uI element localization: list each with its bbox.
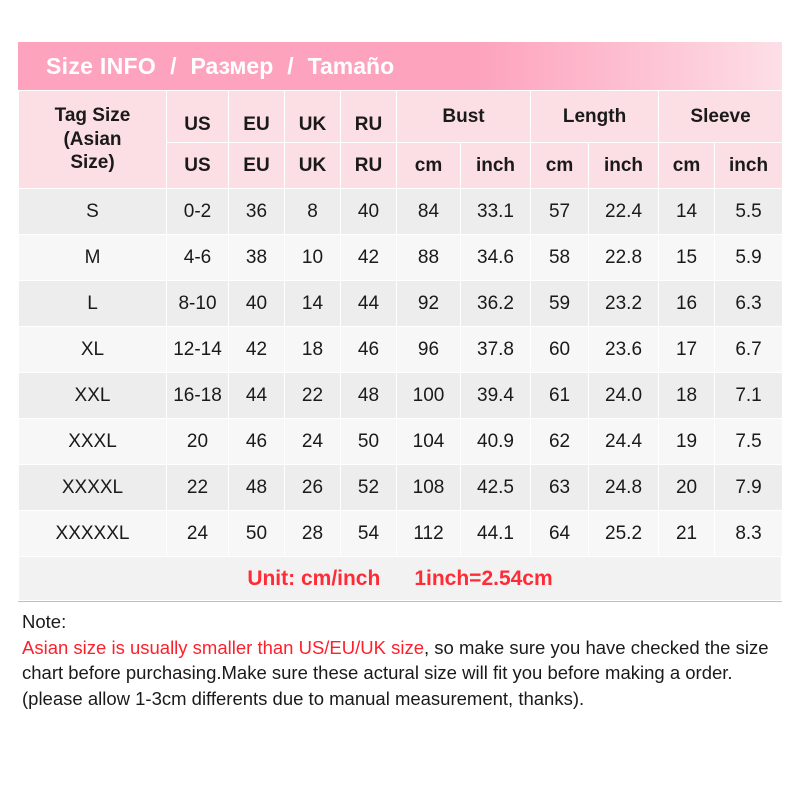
- cell-sleeve-inch: 5.5: [715, 189, 783, 235]
- cell-bust-cm: 88: [397, 235, 461, 281]
- cell-bust-cm: 84: [397, 189, 461, 235]
- unit-note-row: [18, 557, 782, 601]
- cell-sleeve-cm: 16: [659, 281, 715, 327]
- table-body: [19, 189, 783, 557]
- cell-uk: 18: [285, 327, 341, 373]
- header-region-uk: UK: [285, 91, 341, 143]
- header-group-sleeve: Sleeve: [659, 91, 783, 143]
- cell-ru: 50: [341, 419, 397, 465]
- cell-sleeve-inch: 8.3: [715, 511, 783, 557]
- header-title-ru: Размер: [190, 52, 274, 79]
- cell-us: 12-14: [167, 327, 229, 373]
- cell-ru: 54: [341, 511, 397, 557]
- cell-eu: 42: [229, 327, 285, 373]
- cell-sleeve-cm: 17: [659, 327, 715, 373]
- cell-eu: 50: [229, 511, 285, 557]
- cell-us: 24: [167, 511, 229, 557]
- header-title-es: Tamaño: [307, 52, 395, 79]
- cell-bust-cm: 104: [397, 419, 461, 465]
- cell-length-cm: 60: [531, 327, 589, 373]
- header-separator-2: /: [287, 52, 294, 79]
- cell-sleeve-cm: 15: [659, 235, 715, 281]
- cell-sleeve-cm: 21: [659, 511, 715, 557]
- cell-eu: 36: [229, 189, 285, 235]
- cell-bust-cm: 108: [397, 465, 461, 511]
- cell-bust-inch: 42.5: [461, 465, 531, 511]
- note-body: , so make sure you have checked the size chart before purchasing.Make sure these actural size will fit you before making a order.(please allow 1-3cm differents due to manual measurement, thanks).: [22, 636, 769, 709]
- header-group-bust: Bust: [397, 91, 531, 143]
- header-region-us-sub: US: [167, 143, 229, 189]
- cell-sleeve-inch: 6.3: [715, 281, 783, 327]
- header-length-cm: cm: [531, 143, 589, 189]
- conversion-label: 1inch=2.54cm: [414, 566, 553, 590]
- cell-length-inch: 23.6: [589, 327, 659, 373]
- cell-eu: 44: [229, 373, 285, 419]
- table-row: [19, 373, 783, 419]
- header-region-eu: EU: [229, 91, 285, 143]
- cell-eu: 46: [229, 419, 285, 465]
- header-sleeve-cm: cm: [659, 143, 715, 189]
- cell-length-cm: 59: [531, 281, 589, 327]
- header-title: Size INFO: [46, 52, 157, 79]
- header-tag-size-line2: (Asian: [63, 128, 122, 150]
- header-region-uk-sub: UK: [285, 143, 341, 189]
- cell-us: 0-2: [167, 189, 229, 235]
- cell-length-inch: 24.8: [589, 465, 659, 511]
- cell-tag: L: [19, 281, 167, 327]
- cell-us: 16-18: [167, 373, 229, 419]
- cell-ru: 40: [341, 189, 397, 235]
- cell-tag: XXL: [19, 373, 167, 419]
- cell-sleeve-cm: 18: [659, 373, 715, 419]
- cell-length-inch: 22.4: [589, 189, 659, 235]
- cell-us: 4-6: [167, 235, 229, 281]
- header-length-inch: inch: [589, 143, 659, 189]
- cell-length-cm: 63: [531, 465, 589, 511]
- table-row: [19, 189, 783, 235]
- cell-sleeve-cm: 14: [659, 189, 715, 235]
- cell-bust-inch: 34.6: [461, 235, 531, 281]
- table-row: [19, 327, 783, 373]
- header-separator-1: /: [170, 52, 177, 79]
- cell-length-cm: 58: [531, 235, 589, 281]
- cell-length-inch: 24.4: [589, 419, 659, 465]
- cell-length-cm: 64: [531, 511, 589, 557]
- header-tag-size-line1: Tag Size: [54, 104, 131, 126]
- cell-bust-inch: 40.9: [461, 419, 531, 465]
- cell-ru: 46: [341, 327, 397, 373]
- cell-bust-cm: 112: [397, 511, 461, 557]
- table-head: [19, 91, 783, 189]
- cell-tag: XXXL: [19, 419, 167, 465]
- table-row: [19, 511, 783, 557]
- size-chart-container: [18, 42, 782, 711]
- cell-eu: 40: [229, 281, 285, 327]
- cell-sleeve-cm: 19: [659, 419, 715, 465]
- cell-tag: S: [19, 189, 167, 235]
- cell-length-inch: 25.2: [589, 511, 659, 557]
- cell-bust-inch: 36.2: [461, 281, 531, 327]
- header-bust-inch: inch: [461, 143, 531, 189]
- cell-sleeve-inch: 7.1: [715, 373, 783, 419]
- cell-length-cm: 61: [531, 373, 589, 419]
- cell-eu: 38: [229, 235, 285, 281]
- cell-bust-cm: 92: [397, 281, 461, 327]
- header-region-eu-sub: EU: [229, 143, 285, 189]
- cell-sleeve-inch: 7.5: [715, 419, 783, 465]
- cell-tag: XXXXL: [19, 465, 167, 511]
- cell-uk: 24: [285, 419, 341, 465]
- header-group-length: Length: [531, 91, 659, 143]
- cell-bust-cm: 96: [397, 327, 461, 373]
- cell-length-inch: 23.2: [589, 281, 659, 327]
- cell-uk: 22: [285, 373, 341, 419]
- note-label: Note:: [22, 611, 67, 632]
- cell-tag: XL: [19, 327, 167, 373]
- cell-bust-inch: 44.1: [461, 511, 531, 557]
- header-tag-size-line3: Size): [70, 152, 115, 174]
- cell-length-inch: 22.8: [589, 235, 659, 281]
- cell-tag: XXXXXL: [19, 511, 167, 557]
- unit-label: Unit: cm/inch: [247, 566, 381, 590]
- cell-us: 8-10: [167, 281, 229, 327]
- cell-ru: 48: [341, 373, 397, 419]
- cell-tag: M: [19, 235, 167, 281]
- table-row: [19, 281, 783, 327]
- header-region-us: US: [167, 91, 229, 143]
- header-bust-cm: cm: [397, 143, 461, 189]
- header-tag-size: [19, 91, 167, 189]
- cell-sleeve-cm: 20: [659, 465, 715, 511]
- cell-uk: 28: [285, 511, 341, 557]
- cell-bust-cm: 100: [397, 373, 461, 419]
- header-region-ru: RU: [341, 91, 397, 143]
- size-info-header: [18, 42, 782, 90]
- cell-bust-inch: 39.4: [461, 373, 531, 419]
- cell-eu: 48: [229, 465, 285, 511]
- cell-bust-inch: 37.8: [461, 327, 531, 373]
- note-warning-red: Asian size is usually smaller than US/EU/UK size: [22, 636, 425, 658]
- cell-ru: 44: [341, 281, 397, 327]
- cell-uk: 26: [285, 465, 341, 511]
- table-header-row-groups: [19, 91, 783, 143]
- header-sleeve-inch: inch: [715, 143, 783, 189]
- cell-uk: 8: [285, 189, 341, 235]
- cell-bust-inch: 33.1: [461, 189, 531, 235]
- cell-us: 20: [167, 419, 229, 465]
- table-row: [19, 465, 783, 511]
- cell-ru: 42: [341, 235, 397, 281]
- cell-sleeve-inch: 7.9: [715, 465, 783, 511]
- cell-uk: 10: [285, 235, 341, 281]
- cell-length-cm: 57: [531, 189, 589, 235]
- cell-ru: 52: [341, 465, 397, 511]
- cell-sleeve-inch: 5.9: [715, 235, 783, 281]
- size-table: [18, 90, 783, 557]
- cell-uk: 14: [285, 281, 341, 327]
- cell-us: 22: [167, 465, 229, 511]
- cell-length-cm: 62: [531, 419, 589, 465]
- table-row: [19, 419, 783, 465]
- note-block: [18, 601, 782, 711]
- table-row: [19, 235, 783, 281]
- header-region-ru-sub: RU: [341, 143, 397, 189]
- cell-sleeve-inch: 6.7: [715, 327, 783, 373]
- cell-length-inch: 24.0: [589, 373, 659, 419]
